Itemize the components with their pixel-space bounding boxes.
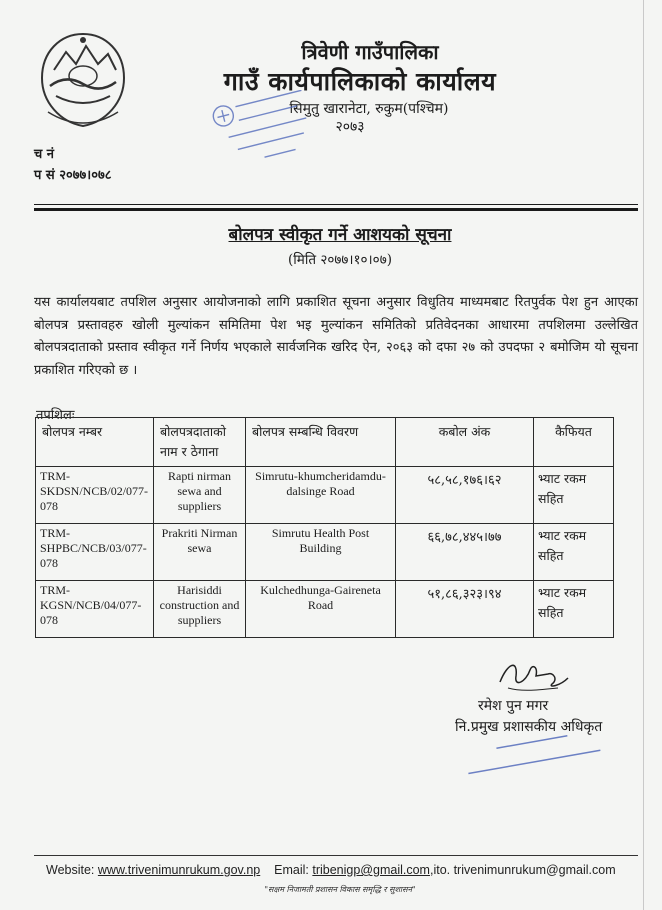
bid-description: Simrutu-khumcheridamdu-dalsinge Road [246, 467, 396, 524]
bid-remarks: भ्याट रकम सहित [534, 581, 614, 638]
nepal-emblem-logo [36, 30, 130, 130]
bid-amount: ५८,५८,१७६।६२ [396, 467, 534, 524]
notice-body: यस कार्यालयबाट तपशिल अनुसार आयोजनाको लागि प्रकाशित सूचना अनुसार विधुतिय माध्यमबाट रितपुर्वक पेश हुन आएका बोलपत्र प्रस्तावहरु खोली मुल्यांकन समितिमा पेश भइ मुल्यांकन समितिको प्रतिवेदनका आधारमा तपशिलमा उल्लेखित बोलपत्रदाताको प्रस्ताव स्वीकृत गर्ने निर्णय भएकाले सार्वजनिक खरिद ऐन, २०६३ को दफा २७ को उपदफा २ बमोजिम यो सूचना प्रकाशित गरिएको छ । [34, 295, 638, 378]
reference-pa: प सं २०७७।०७८ [34, 168, 112, 183]
col-header-description: बोलपत्र सम्बन्धि विवरण [246, 418, 396, 467]
table-row [36, 581, 614, 638]
website-label: Website: [46, 863, 95, 877]
bid-description: Simrutu Health Post Building [246, 524, 396, 581]
website-link[interactable]: www.trivenimunrukum.gov.np [97, 863, 261, 877]
bid-remarks: भ्याट रकम सहित [534, 467, 614, 524]
office-address: सिमुतु खारानेटा, रुकुम(पश्चिम) [289, 101, 449, 117]
col-header-bidder: बोलपत्रदाताको नाम र ठेगाना [154, 418, 246, 467]
bid-number: TRM-SHPBC/NCB/03/077-078 [36, 524, 154, 581]
col-header-remarks: कैफियत [534, 418, 614, 467]
bidder-name: Harisiddi construction and suppliers [154, 581, 246, 638]
table-header-row [36, 418, 614, 467]
notice-date: (मिति २०७७।१०।०७) [288, 252, 392, 268]
handwritten-signature [478, 652, 588, 702]
bidder-name: Prakriti Nirman sewa [154, 524, 246, 581]
officer-stamp [458, 728, 608, 780]
notice-title: बोलपत्र स्वीकृत गर्ने आशयको सूचना [228, 225, 452, 245]
signatory-title: नि.प्रमुख प्रशासकीय अधिकृत [455, 719, 603, 735]
office-stamp [198, 90, 318, 172]
bid-description: Kulchedhunga-Gaireneta Road [246, 581, 396, 638]
email-link[interactable]: tribenigp@gmail.com [312, 863, 430, 877]
page-edge [643, 0, 644, 910]
footer-slogan: "सक्षम निजामती प्रशासन विकास समृद्धि र सुशासन" [264, 885, 416, 894]
col-header-amount: कबोल अंक [396, 418, 534, 467]
bid-remarks: भ्याट रकम सहित [534, 524, 614, 581]
table-row [36, 524, 614, 581]
bid-number: TRM-SKDSN/NCB/02/077-078 [36, 467, 154, 524]
bid-amount: ५१,८६,३२३।९४ [396, 581, 534, 638]
header-rule-thin [34, 204, 638, 205]
footer-rule [34, 855, 638, 856]
col-header-bid-no: बोलपत्र नम्बर [36, 418, 154, 467]
bidder-name: Rapti nirman sewa and suppliers [154, 467, 246, 524]
reference-cha: च नं [34, 147, 54, 162]
established-year: २०७३ [335, 119, 365, 135]
bid-number: TRM-KGSN/NCB/04/077-078 [36, 581, 154, 638]
municipality-name: त्रिवेणी गाउँपालिका [301, 40, 439, 64]
bid-amount: ६६,७८,४४५।७७ [396, 524, 534, 581]
table-row [36, 467, 614, 524]
signatory-name: रमेश पुन मगर [478, 698, 549, 714]
bid-table [35, 417, 614, 638]
office-name: गाउँ कार्यपालिकाको कार्यालय [223, 67, 497, 96]
email-label: Email: [274, 863, 309, 877]
footer-contact [46, 863, 616, 877]
header-rule-thick [34, 208, 638, 211]
table-label: तपशिलः [36, 408, 75, 423]
email-secondary: ,ito. trivenimunrukum@gmail.com [429, 863, 616, 877]
